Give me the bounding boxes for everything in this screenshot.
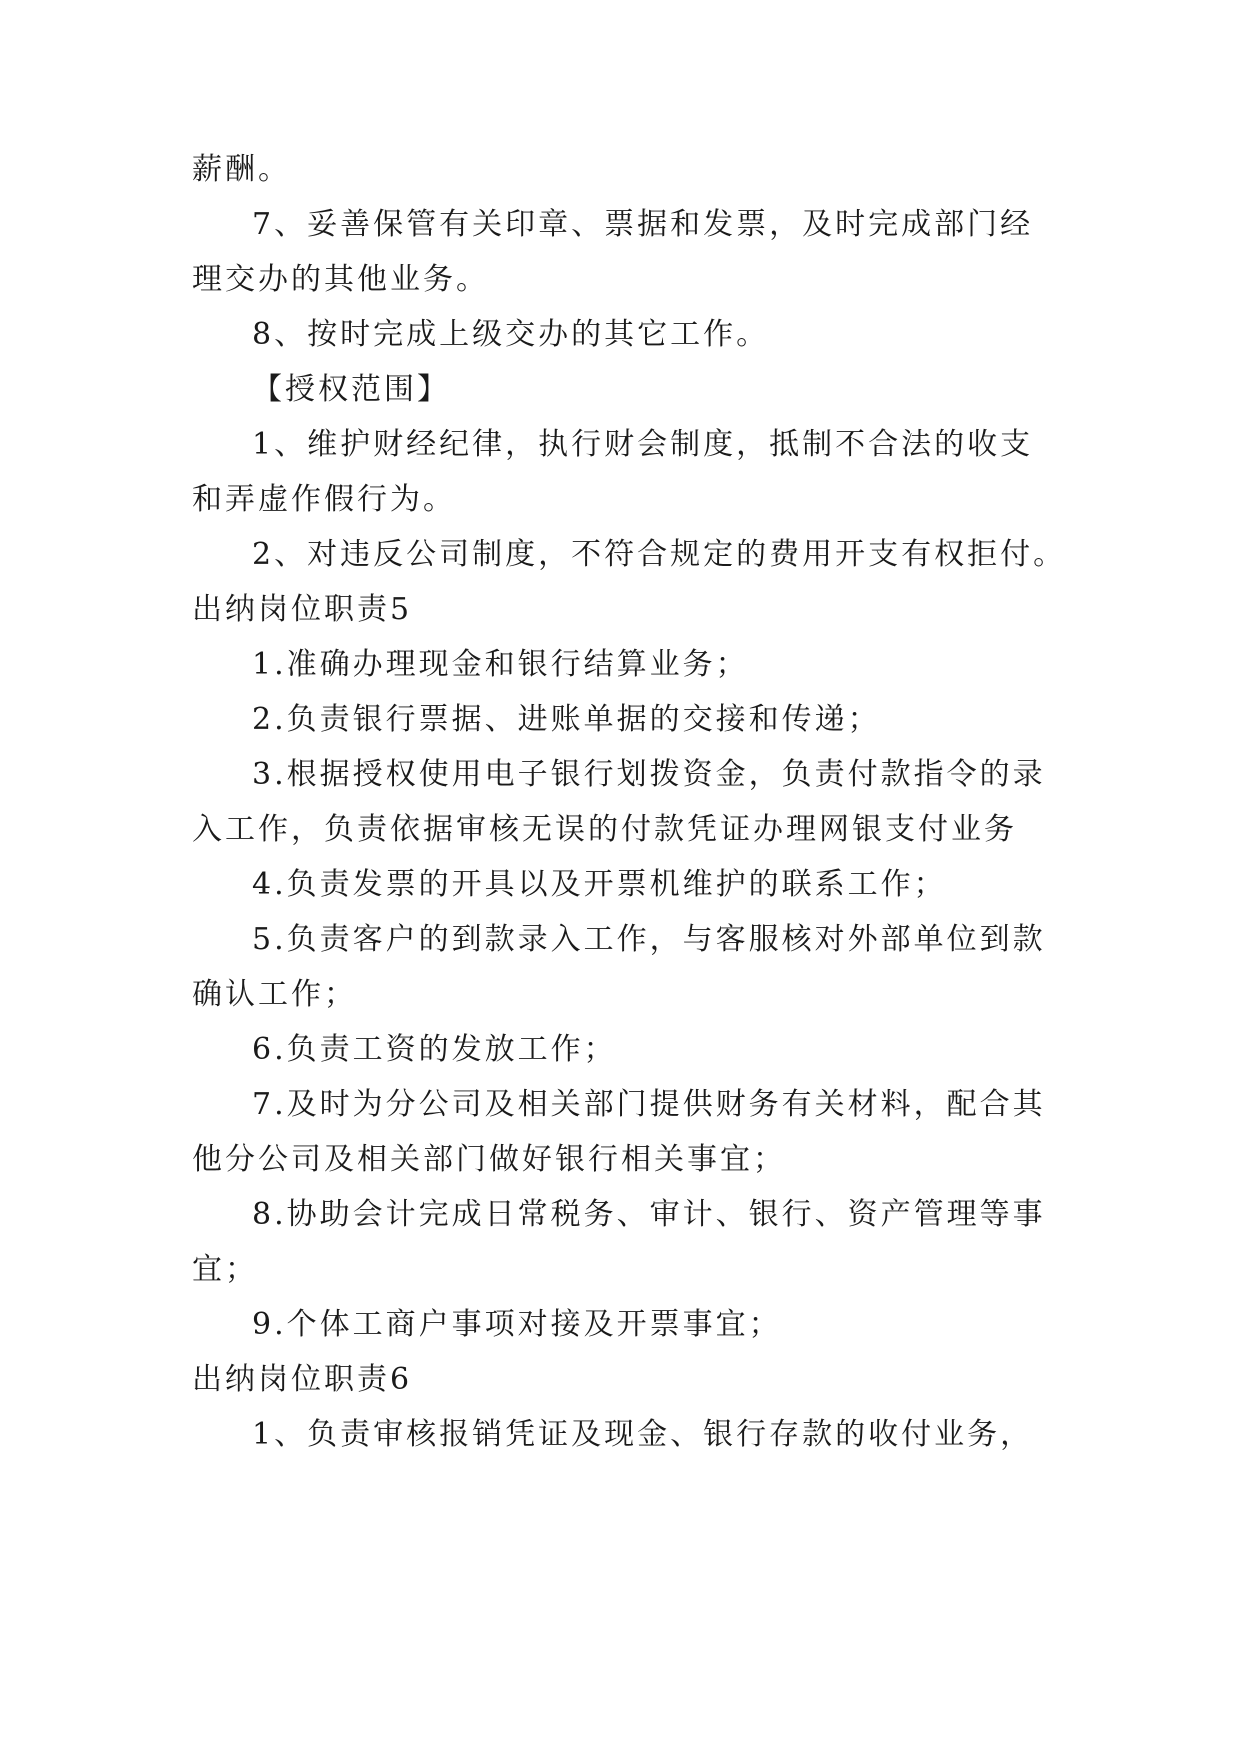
text-line: 和弄虚作假行为。 (192, 482, 456, 517)
text-line: 1、负责审核报销凭证及现金、银行存款的收付业务， (252, 1417, 1034, 1452)
text-line: 4.负责发票的开具以及开票机维护的联系工作； (252, 867, 947, 902)
text-line: 9.个体工商户事项对接及开票事宜； (252, 1307, 782, 1342)
text-line: 入工作，负责依据审核无误的付款凭证办理网银支付业务 (192, 812, 1017, 847)
text-line: 1.准确办理现金和银行结算业务； (252, 647, 749, 682)
text-line: 确认工作； (192, 977, 357, 1012)
text-line: 3.根据授权使用电子银行划拨资金，负责付款指令的录 (252, 757, 1046, 792)
section-heading: 【授权范围】 (252, 372, 450, 407)
text-line: 8、按时完成上级交办的其它工作。 (252, 317, 770, 352)
text-line: 宜； (192, 1252, 258, 1287)
section-title: 出纳岗位职责5 (192, 592, 413, 627)
text-line: 1、维护财经纪律，执行财会制度，抵制不合法的收支 (252, 427, 1034, 462)
text-line: 理交办的其他业务。 (192, 262, 489, 297)
text-line: 5.负责客户的到款录入工作，与客服核对外部单位到款 (252, 922, 1046, 957)
text-line: 8.协助会计完成日常税务、审计、银行、资产管理等事 (252, 1197, 1046, 1232)
text-line: 7、妥善保管有关印章、票据和发票，及时完成部门经 (252, 207, 1034, 242)
text-line: 薪酬。 (192, 152, 291, 187)
text-line: 7.及时为分公司及相关部门提供财务有关材料，配合其 (252, 1087, 1046, 1122)
text-line: 2、对违反公司制度，不符合规定的费用开支有权拒付。 (252, 537, 1067, 572)
text-line: 他分公司及相关部门做好银行相关事宜； (192, 1142, 786, 1177)
text-line: 6.负责工资的发放工作； (252, 1032, 617, 1067)
section-title: 出纳岗位职责6 (192, 1362, 413, 1397)
text-line: 2.负责银行票据、进账单据的交接和传递； (252, 702, 881, 737)
